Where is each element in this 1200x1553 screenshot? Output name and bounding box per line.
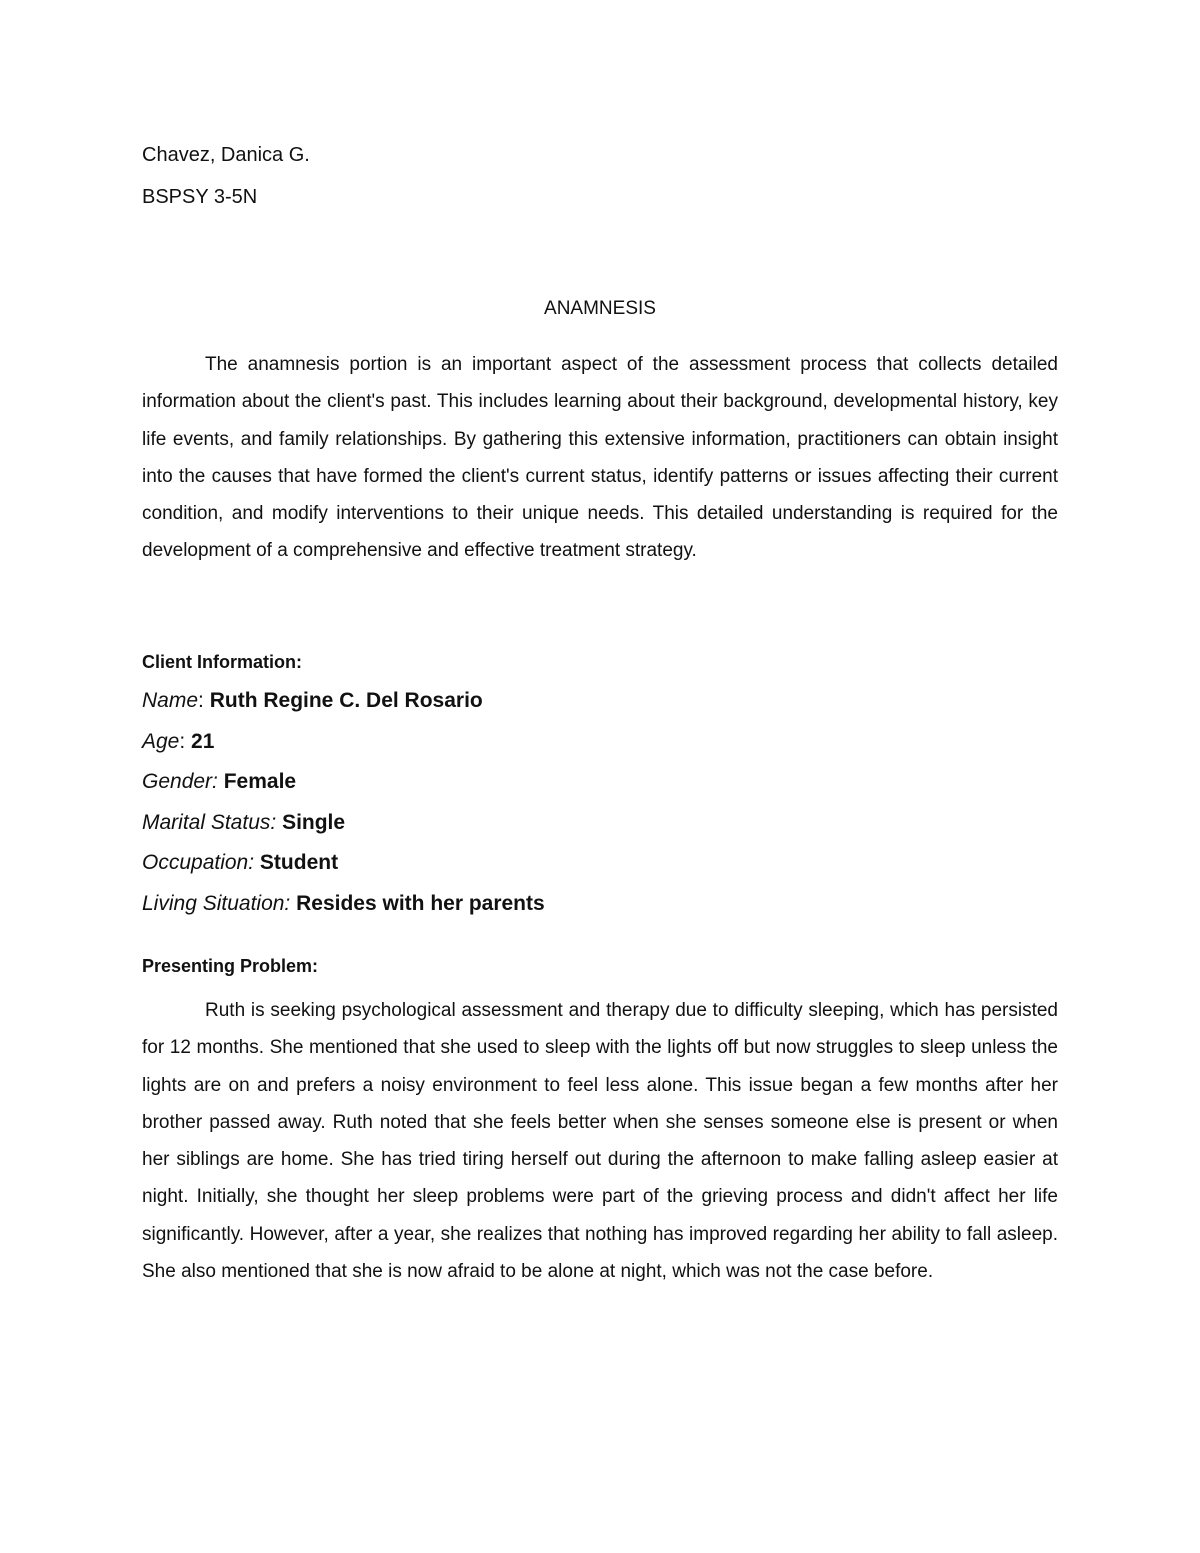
class-section: BSPSY 3-5N: [142, 186, 258, 208]
field-label: Name: [142, 689, 199, 712]
field-separator: :: [179, 729, 192, 753]
field-label: Occupation:: [142, 851, 255, 874]
client-information-heading: Client Information:: [142, 652, 302, 672]
client-field-marital-status: [142, 805, 1042, 846]
field-label: Marital Status:: [142, 810, 277, 834]
client-field-gender: [142, 764, 1042, 805]
field-value: Resides with her parents: [296, 891, 545, 915]
client-field-age: [142, 724, 1042, 765]
field-label: Living Situation:: [142, 891, 291, 915]
client-information-list: [142, 683, 1042, 926]
field-label: Age: [142, 729, 180, 753]
field-label: Gender:: [142, 770, 218, 793]
client-field-name: [142, 683, 1042, 724]
field-value: 21: [191, 729, 215, 753]
client-field-living-situation: [142, 886, 1042, 927]
document-title: ANAMNESIS: [544, 298, 656, 319]
field-value: Ruth Regine C. Del Rosario: [209, 689, 483, 712]
presenting-problem-paragraph: Ruth is seeking psychological assessment and therapy due to difficulty sleeping, which has persisted for 12 months. She mentioned that she used to sleep with the lights off but now struggles to sleep unless the lights are on and prefers a noisy environment to feel less alone. This issue began a few months after her brother passed away. Ruth noted that she feels better when she senses someone else is present or when her siblings are home. She has tried tiring herself out during the afternoon to make falling asleep easier at night. Initially, she thought her sleep problems were part of the grieving process and didn't affect her life significantly. However, after a year, she realizes that nothing has improved regarding her ability to fall asleep. She also mentioned that she is now afraid to be alone at night, which was not the case before.: [142, 1000, 1058, 1283]
field-value: Student: [259, 851, 339, 874]
client-field-occupation: [142, 845, 1042, 886]
presenting-problem-heading: Presenting Problem:: [142, 956, 319, 976]
intro-paragraph: The anamnesis portion is an important aspect of the assessment process that collects detailed information about the client's past. This includes learning about their background, developmental history, key life events, and family relationships. By gathering this extensive information, practitioners can obtain insight into the causes that have formed the client's current status, identify patterns or issues affecting their current condition, and modify interventions to their unique needs. This detailed understanding is required for the development of a comprehensive and effective treatment strategy.: [142, 354, 1058, 562]
field-value: Single: [282, 810, 346, 834]
field-value: Female: [223, 770, 297, 793]
author-name: Chavez, Danica G.: [142, 144, 310, 166]
field-separator: :: [198, 689, 210, 712]
